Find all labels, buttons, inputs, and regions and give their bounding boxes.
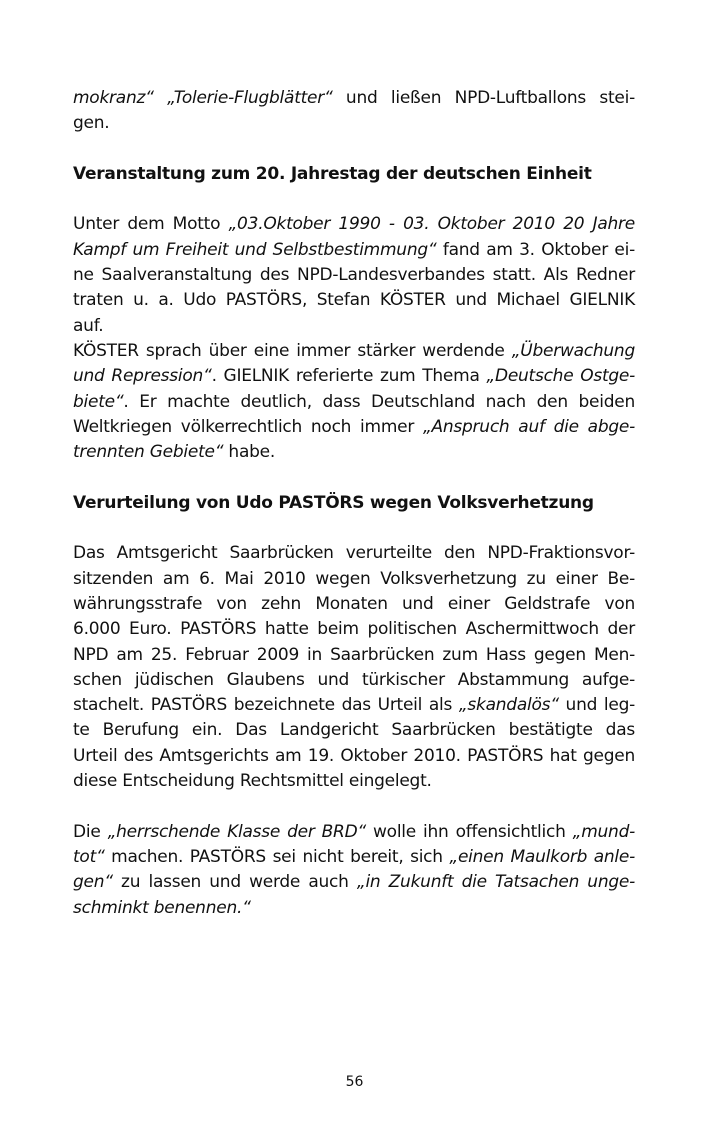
body-text: stachelt. PASTÖRS bezeichnete das Urteil als (73, 695, 459, 716)
quote-text: „herrschende Klasse der BRD“ (107, 821, 366, 842)
quote-text: biete“ (73, 391, 124, 412)
paragraph-intro (73, 86, 635, 137)
text-line (73, 567, 635, 592)
paragraph-closing (73, 820, 635, 921)
body-text: Weltkriegen völkerrechtlich noch immer (73, 416, 423, 437)
text-line (73, 769, 635, 794)
page-number: 56 (345, 1074, 364, 1090)
quote-text: tot“ (73, 846, 105, 867)
body-text: währungsstrafe von zehn Monaten und einer Geldstrafe von (73, 593, 635, 614)
text-line (73, 592, 635, 617)
quote-text: trennten Gebiete“ (73, 442, 224, 463)
body-text: KÖSTER sprach über eine immer stärker werdende (73, 340, 512, 361)
paragraph-verdict (73, 541, 635, 794)
text-line (73, 744, 635, 769)
text-line (73, 643, 635, 668)
body-text: Unter dem Motto (73, 214, 229, 235)
text-line (73, 314, 635, 339)
body-text: fand am 3. Oktober ei- (436, 239, 635, 260)
body-text: traten u. a. Udo PASTÖRS, Stefan KÖSTER und Michael GIELNIK (73, 290, 635, 311)
text-line (73, 364, 635, 389)
text-line (73, 718, 635, 743)
text-line (73, 440, 635, 465)
body-text: zu lassen und werde auch (112, 872, 357, 893)
body-text: schen jüdischen Glaubens und türkischer Abstammung aufge- (73, 669, 635, 690)
quote-text: „mund- (572, 821, 635, 842)
quote-text: schminkt benennen.“ (73, 897, 251, 918)
body-text: und ließen NPD-Luftballons stei- (332, 88, 635, 108)
body-text: . Er machte deutlich, dass Deutschland nach den beiden (123, 391, 635, 412)
body-text: ne Saalveranstaltung des NPD-Landesverbandes statt. Als Redner (73, 265, 635, 286)
text-line (73, 896, 635, 921)
quote-text: mokranz“ „Tolerie-Flugblätter“ (73, 88, 333, 108)
section-heading-unity-day: Veranstaltung zum 20. Jahrestag der deutschen Einheit (73, 163, 592, 184)
body-text: gen. (73, 113, 110, 134)
text-line (73, 668, 635, 693)
text-line (73, 820, 635, 845)
body-text: wolle ihn offensichtlich (365, 821, 573, 842)
quote-text: „skandalös“ (458, 695, 559, 716)
quote-text: „in Zukunft die Tatsachen unge- (356, 872, 635, 893)
text-line (73, 86, 635, 111)
paragraph-event (73, 212, 635, 465)
body-text: 6.000 Euro. PASTÖRS hatte beim politischen Aschermittwoch der (73, 619, 635, 640)
body-text: . GIELNIK referierte zum Thema (211, 366, 487, 387)
body-text: diese Entscheidung Rechtsmittel eingelegt. (73, 771, 432, 792)
quote-text: „03.Oktober 1990 - 03. Oktober 2010 20 Jahre (228, 214, 636, 235)
text-line (73, 288, 635, 313)
body-text: machen. PASTÖRS sei nicht bereit, sich (104, 846, 450, 867)
text-line (73, 845, 635, 870)
document-body (73, 86, 635, 921)
body-text: und leg- (558, 695, 635, 716)
quote-text: gen“ (73, 872, 113, 893)
body-text: auf. (73, 315, 104, 336)
text-line (73, 263, 635, 288)
text-line (73, 238, 635, 263)
body-text: Die (73, 821, 108, 842)
quote-text: Kampf um Freiheit und Selbstbestimmung“ (73, 239, 437, 260)
body-text: Das Amtsgericht Saarbrücken verurteilte den NPD-Fraktionsvor- (73, 543, 635, 564)
body-text: Urteil des Amtsgerichts am 19. Oktober 2010. PASTÖRS hat gegen (73, 745, 635, 766)
text-line (73, 617, 635, 642)
quote-text: „einen Maulkorb anle- (449, 846, 635, 867)
text-line (73, 870, 635, 895)
body-text: te Berufung ein. Das Landgericht Saarbrücken bestätigte das (73, 720, 635, 741)
body-text: NPD am 25. Februar 2009 in Saarbrücken zum Hass gegen Men- (73, 644, 635, 665)
quote-text: „Deutsche Ostge- (486, 366, 635, 387)
section-heading-verdict: Verurteilung von Udo PASTÖRS wegen Volksverhetzung (73, 492, 594, 513)
quote-text: und Repression“ (73, 366, 212, 387)
text-line (73, 541, 635, 566)
text-line (73, 111, 635, 136)
text-line (73, 212, 635, 237)
text-line (73, 339, 635, 364)
quote-text: „Anspruch auf die abge- (422, 416, 635, 437)
text-line (73, 390, 635, 415)
quote-text: „Überwachung (511, 340, 635, 361)
text-line (73, 415, 635, 440)
body-text: habe. (223, 442, 276, 463)
text-line (73, 693, 635, 718)
body-text: sitzenden am 6. Mai 2010 wegen Volksverhetzung zu einer Be- (73, 568, 635, 589)
